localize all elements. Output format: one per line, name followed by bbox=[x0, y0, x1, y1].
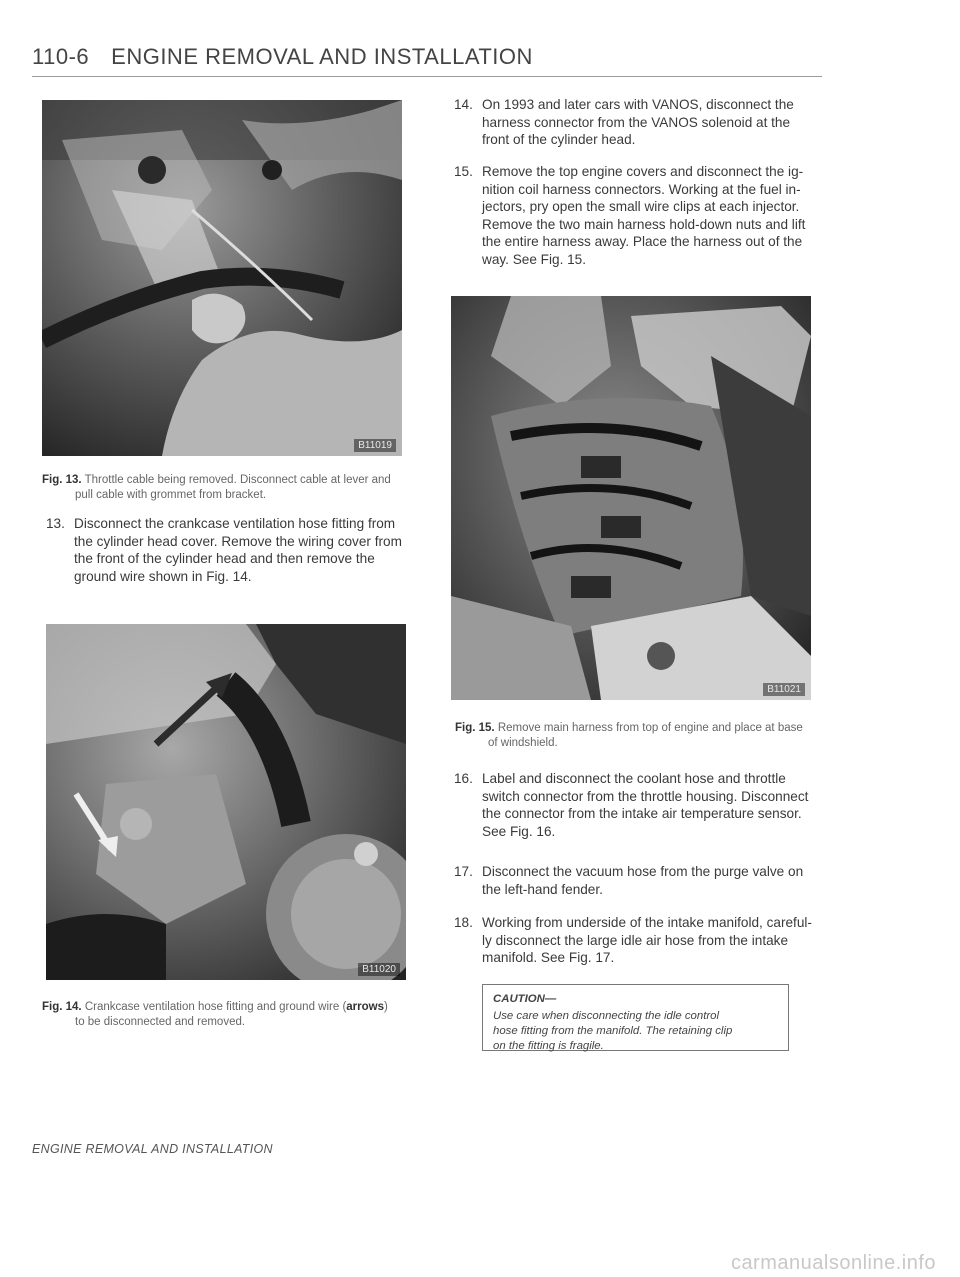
figure-13-ref: B11019 bbox=[354, 439, 396, 452]
figure-13-photo bbox=[42, 100, 402, 456]
harness-removal-photo bbox=[451, 296, 811, 700]
step-14-line: front of the cylinder head. bbox=[482, 132, 636, 148]
caution-box bbox=[482, 984, 789, 1051]
step-13 bbox=[42, 515, 422, 585]
step-16-line: Label and disconnect the coolant hose and throttle bbox=[482, 771, 786, 786]
figure-13-caption-line1: Throttle cable being removed. Disconnect cable at lever and bbox=[84, 474, 391, 486]
step-18-number: 18. bbox=[454, 915, 473, 930]
caution-line: hose fitting from the manifold. The retaining clip bbox=[493, 1025, 733, 1037]
step-13-line: ground wire shown in Fig. 14. bbox=[74, 568, 252, 584]
step-15-line: Remove the two main harness hold-down nuts and lift bbox=[482, 216, 806, 232]
step-14 bbox=[450, 96, 830, 149]
watermark: carmanualsonline.info bbox=[730, 1252, 936, 1274]
page-footer: ENGINE REMOVAL AND INSTALLATION bbox=[32, 1142, 273, 1156]
step-14-line: On 1993 and later cars with VANOS, disconnect the bbox=[482, 97, 794, 112]
step-17-line: the left-hand fender. bbox=[482, 881, 603, 897]
step-14-number: 14. bbox=[454, 97, 473, 112]
step-18-line: Working from underside of the intake manifold, careful- bbox=[482, 915, 812, 930]
figure-15-caption-line2: of windshield. bbox=[488, 737, 558, 749]
step-17 bbox=[450, 863, 830, 898]
step-18-line: manifold. See Fig. 17. bbox=[482, 950, 615, 966]
figure-15-photo bbox=[451, 296, 811, 700]
caution-line: Use care when disconnecting the idle control bbox=[493, 1010, 720, 1022]
figure-14-label: Fig. 14. bbox=[42, 1001, 82, 1013]
figure-13-label: Fig. 13. bbox=[42, 474, 82, 486]
figure-14-caption-emph: arrows bbox=[346, 1001, 384, 1013]
caution-title: CAUTION— bbox=[493, 993, 557, 1005]
figure-14-caption-line2: to be disconnected and removed. bbox=[75, 1016, 246, 1028]
step-13-number: 13. bbox=[46, 516, 65, 531]
chapter-title: ENGINE REMOVAL AND INSTALLATION bbox=[111, 44, 533, 69]
step-13-line: Disconnect the crankcase ventilation hose fitting from bbox=[74, 516, 396, 531]
figure-14-caption-close: ) bbox=[384, 1001, 388, 1013]
step-13-line: the cylinder head cover. Remove the wiring cover from bbox=[74, 533, 402, 549]
step-15-line: Remove the top engine covers and disconnect the ig- bbox=[482, 164, 804, 179]
caution-line: on the fitting is fragile. bbox=[493, 1040, 604, 1052]
figure-15-ref: B11021 bbox=[763, 683, 805, 696]
step-15-number: 15. bbox=[454, 164, 473, 179]
step-16-line: the connector from the intake air temperature sensor. bbox=[482, 806, 802, 822]
step-14-line: harness connector from the VANOS solenoid at the bbox=[482, 114, 791, 130]
figure-14-ref: B11020 bbox=[358, 963, 400, 976]
figure-14-photo bbox=[46, 624, 406, 980]
step-15-line: nition coil harness connectors. Working at the fuel in- bbox=[482, 181, 801, 197]
step-16-number: 16. bbox=[454, 771, 473, 786]
step-16-line: See Fig. 16. bbox=[482, 823, 556, 839]
step-15 bbox=[450, 163, 830, 269]
figure-15-caption bbox=[455, 721, 835, 751]
step-13-line: the front of the cylinder head and then remove the bbox=[74, 551, 375, 567]
figure-13-caption-line2: pull cable with grommet from bracket. bbox=[75, 489, 267, 501]
header-rule bbox=[32, 76, 822, 77]
figure-14-caption bbox=[42, 1000, 432, 1030]
step-17-line: Disconnect the vacuum hose from the purge valve on bbox=[482, 864, 804, 879]
step-16-line: switch connector from the throttle housing. Disconnect bbox=[482, 788, 809, 804]
step-18 bbox=[450, 914, 830, 967]
figure-14-caption-text: Crankcase ventilation hose fitting and ground wire ( bbox=[84, 1001, 347, 1013]
figure-13-caption bbox=[42, 473, 422, 503]
step-18-line: ly disconnect the large idle air hose from the intake bbox=[482, 932, 789, 948]
figure-15-caption-line1: Remove main harness from top of engine and place at base bbox=[497, 722, 803, 734]
step-15-line: way. See Fig. 15. bbox=[482, 251, 587, 267]
crankcase-ventilation-photo bbox=[46, 624, 406, 980]
step-15-line: the entire harness away. Place the harness out of the bbox=[482, 234, 803, 250]
throttle-cable-photo bbox=[42, 100, 402, 456]
page-number: 110-6 bbox=[32, 44, 90, 69]
step-16 bbox=[450, 770, 830, 840]
step-15-line: jectors, pry open the small wire clips at each injector. bbox=[482, 199, 800, 215]
page-header bbox=[32, 44, 822, 70]
figure-15-label: Fig. 15. bbox=[455, 722, 495, 734]
step-17-number: 17. bbox=[454, 864, 473, 879]
